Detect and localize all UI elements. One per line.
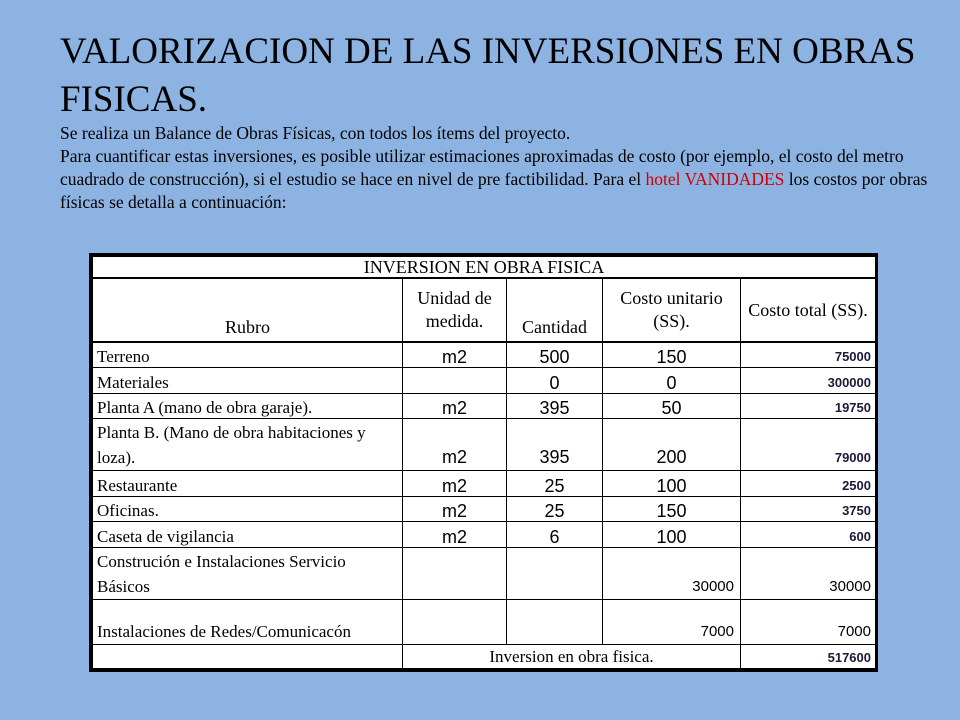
cell-costo-unitario: 200: [603, 419, 741, 471]
cell-unidad: [403, 368, 507, 393]
cell-cantidad: 395: [507, 419, 603, 471]
table-row: [93, 522, 876, 547]
cell-rubro: Planta A (mano de obra garaje).: [93, 393, 403, 418]
intro-paragraph-start: Para cuantificar estas inversiones, es posible utilizar estimaciones aproximadas de costo (por ejemplo, el costo del metro cuadrado de construcción), si el estudio se hace en nivel de pre factibilidad. Para el: [60, 146, 904, 189]
cell-costo-total: 600: [741, 522, 876, 547]
header-cantidad: Cantidad: [507, 278, 603, 341]
footer-total: 517600: [741, 645, 876, 669]
cell-unidad: [403, 547, 507, 599]
cell-cantidad: 25: [507, 471, 603, 496]
cell-costo-total: 75000: [741, 342, 876, 368]
cell-cantidad: 25: [507, 496, 603, 521]
table-row: [93, 368, 876, 393]
table-caption-row: [93, 257, 876, 279]
header-costo-unitario: Costo unitario (SS).: [603, 278, 741, 341]
table-header-row: [93, 278, 876, 341]
cell-costo-unitario: 0: [603, 368, 741, 393]
cell-cantidad: 395: [507, 393, 603, 418]
cell-unidad: m2: [403, 393, 507, 418]
cell-cantidad: [507, 547, 603, 599]
cell-costo-unitario: 150: [603, 342, 741, 368]
table-row: [93, 471, 876, 496]
investment-table-frame: [89, 253, 878, 672]
table-row: [93, 342, 876, 368]
cell-rubro: Materiales: [93, 368, 403, 393]
table-footer-row: [93, 645, 876, 669]
cell-costo-total: 19750: [741, 393, 876, 418]
header-rubro: Rubro: [93, 278, 403, 341]
cell-rubro: Caseta de vigilancia: [93, 522, 403, 547]
table-row: [93, 419, 876, 471]
table-row: [93, 547, 876, 599]
cell-costo-total: 30000: [741, 547, 876, 599]
cell-rubro: Terreno: [93, 342, 403, 368]
cell-costo-total: 3750: [741, 496, 876, 521]
investment-table: [92, 256, 876, 669]
cell-unidad: m2: [403, 419, 507, 471]
cell-rubro: Restaurante: [93, 471, 403, 496]
footer-label: Inversion en obra fisica.: [403, 645, 741, 669]
intro-paragraph-end: los costos por obras físicas se detalla a continuación:: [60, 169, 928, 212]
page-title: VALORIZACION DE LAS INVERSIONES EN OBRAS FISICAS.: [60, 31, 916, 120]
cell-costo-unitario: 50: [603, 393, 741, 418]
cell-costo-unitario: 100: [603, 522, 741, 547]
cell-unidad: m2: [403, 471, 507, 496]
cell-cantidad: 500: [507, 342, 603, 368]
table-row: [93, 393, 876, 418]
cell-costo-total: 2500: [741, 471, 876, 496]
cell-costo-total: 7000: [741, 599, 876, 645]
table-row: [93, 599, 876, 645]
cell-rubro: Planta B. (Mano de obra habitaciones y loza).: [93, 419, 403, 471]
cell-costo-unitario: 150: [603, 496, 741, 521]
footer-empty-cell: [93, 645, 403, 669]
table-row: [93, 496, 876, 521]
cell-cantidad: 6: [507, 522, 603, 547]
header-costo-total: Costo total (SS).: [741, 278, 876, 341]
hotel-name-highlight: hotel VANIDADES: [645, 169, 785, 189]
table-caption: INVERSION EN OBRA FISICA: [93, 257, 876, 279]
cell-unidad: [403, 599, 507, 645]
cell-unidad: m2: [403, 522, 507, 547]
cell-unidad: m2: [403, 496, 507, 521]
cell-cantidad: 0: [507, 368, 603, 393]
header-unidad: Unidad de medida.: [403, 278, 507, 341]
cell-rubro: Construción e Instalaciones Servicio Básicos: [93, 547, 403, 599]
cell-costo-unitario: 7000: [603, 599, 741, 645]
intro-line-1: Se realiza un Balance de Obras Físicas, con todos los ítems del proyecto.: [60, 123, 571, 143]
cell-costo-unitario: 100: [603, 471, 741, 496]
cell-rubro: Instalaciones de Redes/Comunicacón: [93, 599, 403, 645]
cell-costo-unitario: 30000: [603, 547, 741, 599]
cell-costo-total: 300000: [741, 368, 876, 393]
cell-rubro: Oficinas.: [93, 496, 403, 521]
cell-unidad: m2: [403, 342, 507, 368]
intro-text: [60, 122, 940, 214]
cell-cantidad: [507, 599, 603, 645]
cell-costo-total: 79000: [741, 419, 876, 471]
